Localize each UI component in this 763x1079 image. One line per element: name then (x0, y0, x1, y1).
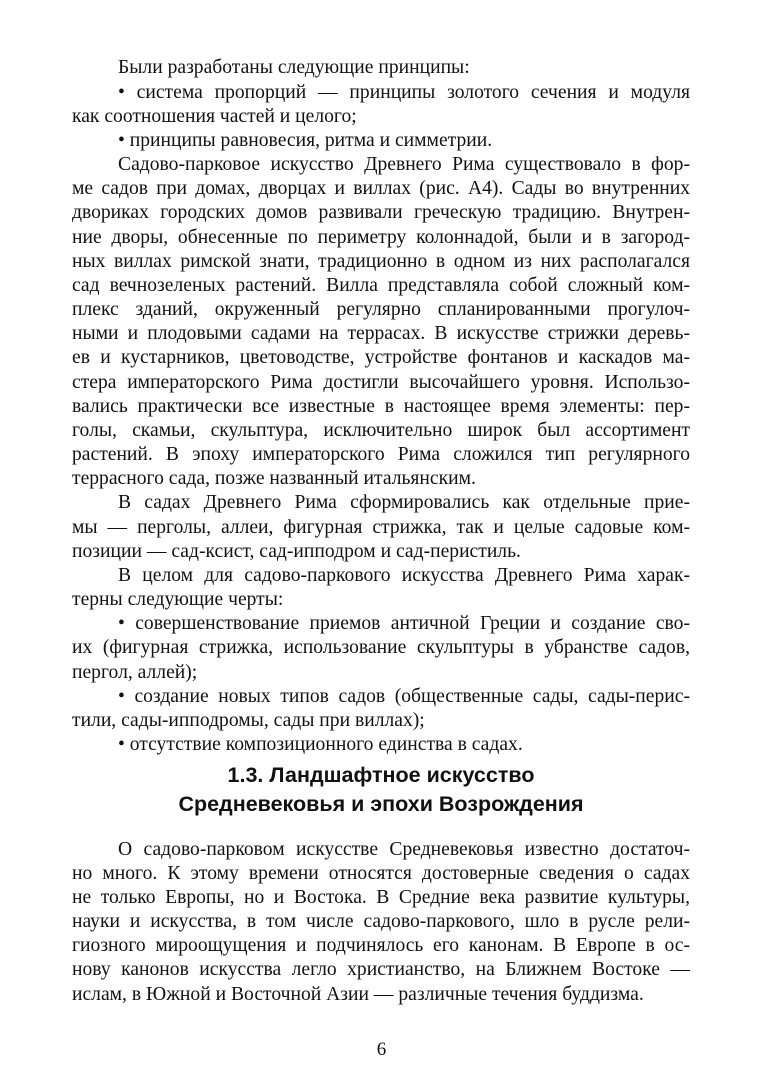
text-line: В садах Древнего Рима сформировались как отдельные прие- (118, 492, 690, 513)
text-line: Садово-парковое искусство Древнего Рима существовало в фор- (118, 154, 690, 175)
text-line: их (фигурная стрижка, использование скульптуры в убранстве садов, (72, 637, 690, 658)
text-line: • отсутствие композиционного единства в садах. (118, 734, 523, 755)
section-heading-line-2: Средневековья и эпохи Возрождения (178, 792, 584, 816)
text-line: мы — перголы, аллеи, фигурная стрижка, так и целые садовые ком- (72, 517, 690, 538)
text-line: • система пропорций — принципы золотого сечения и модуля (118, 82, 690, 103)
text-line: двориках городских домов развивали греческую традицию. Внутрен- (72, 202, 690, 223)
text-line: вались практически все известные в настоящее время элементы: пер- (72, 396, 690, 417)
text-line: ных виллах римской знати, традиционно в одном из них располагался (72, 251, 690, 272)
text-line: пергол, аллей); (72, 662, 198, 683)
text-line: Были разработаны следующие принципы: (118, 57, 470, 78)
text-line: но много. К этому времени относятся достоверные сведения о садах (72, 863, 690, 884)
text-line: сад вечнозеленых растений. Вилла представляла собой сложный ком- (72, 275, 690, 296)
text-line: плекс зданий, окруженный регулярно спланированными прогулоч- (72, 299, 690, 320)
text-line: нову канонов искусства легло христианство, на Ближнем Востоке — (72, 959, 690, 980)
text-line: науки и искусства, в том числе садово-паркового, шло в русле рели- (72, 911, 690, 932)
text-line: стера императорского Рима достигли высочайшего уровня. Использо- (72, 372, 690, 393)
text-line: не только Европы, но и Востока. В Средние века развитие культуры, (72, 887, 690, 908)
text-line: • принципы равновесия, ритма и симметрии. (118, 130, 493, 151)
text-line: ными и плодовыми садами на террасах. В искусстве стрижки деревь- (72, 323, 690, 344)
page-number: 6 (376, 1039, 387, 1060)
text-line: тили, сады-ипподромы, сады при виллах); (72, 710, 425, 731)
text-line: растений. В эпоху императорского Рима сложился тип регулярного (72, 444, 690, 465)
text-line: ев и кустарников, цветоводстве, устройстве фонтанов и каскадов ма- (72, 347, 690, 368)
text-line: О садово-парковом искусстве Средневековья известно достаточ- (118, 839, 690, 860)
text-line: позиции — сад-ксист, сад-ипподром и сад-перистиль. (72, 541, 521, 562)
text-line: • совершенствование приемов античной Греции и создание сво- (118, 613, 690, 634)
text-line: гиозного мироощущения и подчинялось его канонам. В Европе в ос- (72, 935, 690, 956)
section-heading-line-1: 1.3. Ландшафтное искусство (227, 763, 535, 787)
text-line: ме садов при домах, дворцах и виллах (рис. А4). Сады во внутренних (72, 178, 690, 199)
text-line: террасного сада, позже названный итальянским. (72, 468, 476, 489)
text-line: терны следующие черты: (72, 589, 284, 610)
text-line: ние дворы, обнесенные по периметру колоннадой, были и в загород- (72, 227, 690, 248)
text-line: голы, скамьи, скульптура, исключительно широк был ассортимент (72, 420, 690, 441)
text-line: как соотношения частей и целого; (72, 106, 357, 127)
text-line: В целом для садово-паркового искусства Древнего Рима харак- (118, 565, 690, 586)
text-line: ислам, в Южной и Восточной Азии — различные течения буддизма. (72, 984, 644, 1005)
text-line: • создание новых типов садов (общественные сады, сады-перис- (118, 686, 690, 707)
